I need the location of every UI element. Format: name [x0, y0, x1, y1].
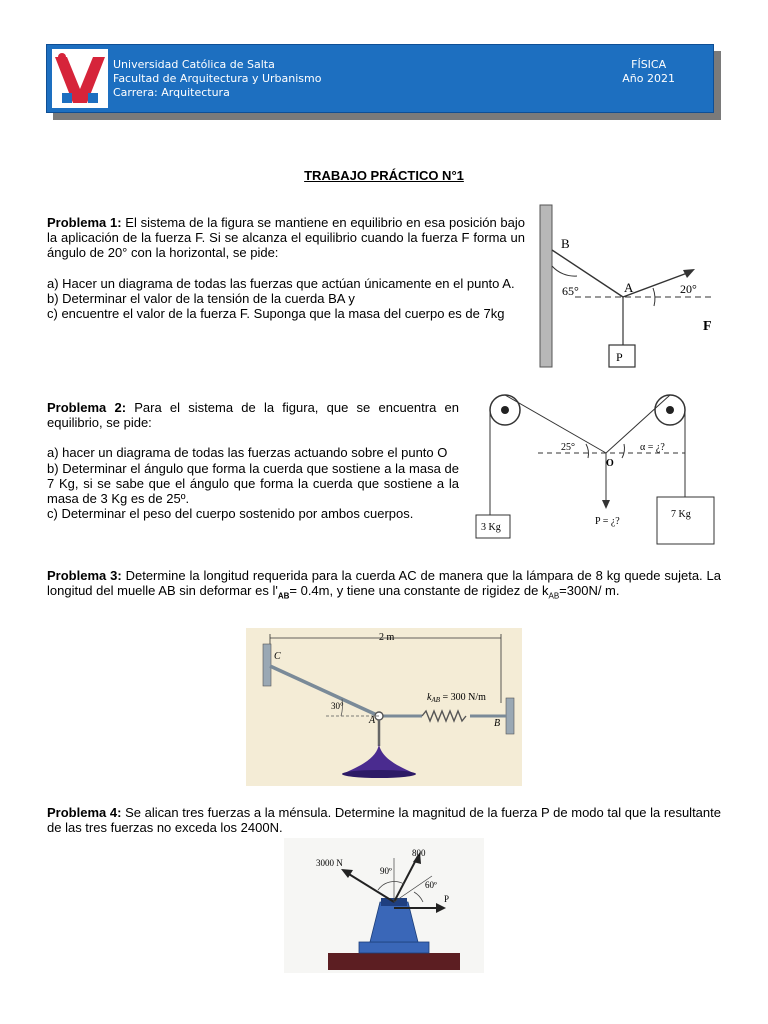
problem-1-figure: [535, 202, 725, 379]
course-year: Año 2021: [622, 72, 675, 85]
fig1-label-b: B: [561, 236, 570, 251]
fig4-angle-60: 60º: [425, 880, 437, 890]
problem-4-label: Problema 4:: [47, 805, 122, 820]
fig4-force-3000: 3000 N: [316, 858, 343, 868]
problem-1-intro: El sistema de la figura se mantiene en equilibrio en esa posición bajo la aplicación de la fuerza F. Si se alcanza el equilibrio cuando la fuerza F forma un ángulo de 20° con la horizontal, se pide:: [47, 215, 525, 261]
problem-2-item-c: c) Determinar el peso del cuerpo sostenido por ambos cuerpos.: [47, 506, 414, 522]
problem-3-text-1: Determine la longitud requerida para la cuerda AC de manera que la lámpara de 8 kg quede sujeta. La longitud del muelle AB sin deformar es l': [47, 568, 722, 599]
problem-3-sub-1: AB: [277, 591, 290, 601]
career-name: Carrera: Arquitectura: [113, 86, 230, 99]
problem-2: [47, 400, 459, 521]
faculty-name: Facultad de Arquitectura y Urbanismo: [113, 72, 322, 85]
header-institution: [113, 58, 321, 100]
university-name: Universidad Católica de Salta: [113, 58, 275, 71]
problem-2-figure: [470, 390, 720, 555]
problem-1-item-b: b) Determinar el valor de la tensión de la cuerda BA y: [47, 290, 355, 306]
fig1-angle-20: 20°: [680, 282, 697, 296]
fig3-label-c: C: [274, 651, 281, 662]
problem-1-item-c: c) encuentre el valor de la fuerza F. Suponga que la masa del cuerpo es de 7kg: [47, 306, 505, 322]
university-logo: [52, 49, 108, 108]
fig2-label-o: O: [606, 458, 614, 469]
problem-2-intro: Para el sistema de la figura, que se encuentra en equilibrio, se pide:: [47, 400, 459, 431]
problem-3-figure: [246, 628, 522, 791]
fig4-force-800: 800: [412, 848, 426, 858]
fig1-label-f: F: [703, 319, 712, 334]
problem-4: [47, 805, 721, 835]
fig1-label-a: A: [624, 280, 634, 295]
fig4-angle-90: 90º: [380, 866, 392, 876]
fig2-mass-7kg: 7 Kg: [671, 509, 691, 520]
fig2-angle-25: 25°: [561, 442, 575, 453]
header-course: [622, 58, 675, 86]
fig1-angle-65: 65°: [562, 284, 579, 298]
problem-2-item-b: b) Determinar el ángulo que forma la cuerda que sostiene a la masa de 7 Kg, si se sabe que el ángulo que forma la cuerda que sostiene a la masa de 3 Kg es de 25º.: [47, 460, 459, 507]
problem-1-item-a: a) Hacer un diagrama de todas las fuerzas que actúan únicamente en el punto A.: [47, 275, 515, 291]
fig2-label-p: P = ¿?: [595, 516, 620, 527]
fig1-label-p: P: [616, 350, 623, 364]
fig2-mass-3kg: 3 Kg: [481, 522, 501, 533]
problem-3-sub-2: AB: [548, 591, 560, 601]
fig3-angle: 30°: [331, 701, 344, 711]
problem-4-figure: [284, 838, 484, 978]
fig3-label-a: A: [369, 715, 376, 726]
problem-1: [47, 215, 525, 321]
problem-2-item-a: a) hacer un diagrama de todas las fuerzas actuando sobre el punto O: [47, 445, 448, 461]
problem-3-label: Problema 3:: [47, 568, 122, 583]
problem-1-label: Problema 1:: [47, 215, 122, 230]
problem-3: [47, 568, 721, 604]
problem-2-label: Problema 2:: [47, 400, 127, 415]
problem-3-text-2: = 0.4m, y tiene una constante de rigidez de k: [289, 583, 549, 599]
fig2-angle-alpha: α = ¿?: [640, 442, 665, 453]
subject-name: FÍSICA: [631, 58, 667, 71]
fig3-label-b: B: [494, 718, 501, 729]
fig4-force-p: P: [444, 894, 450, 904]
fig3-distance: 2 m: [379, 632, 395, 643]
page-title: TRABAJO PRÁCTICO N°1: [304, 168, 464, 183]
header-banner: [46, 44, 714, 113]
fig3-spring-constant: $k_{AB} = 300$ N/m: [427, 692, 486, 704]
problem-3-text-3: =300N/ m.: [559, 583, 620, 599]
problem-4-text: Se alican tres fuerzas a la ménsula. Determine la magnitud de la fuerza P de modo tal que la resultante de las tres fuerzas no exceda los 2400N.: [47, 805, 721, 836]
